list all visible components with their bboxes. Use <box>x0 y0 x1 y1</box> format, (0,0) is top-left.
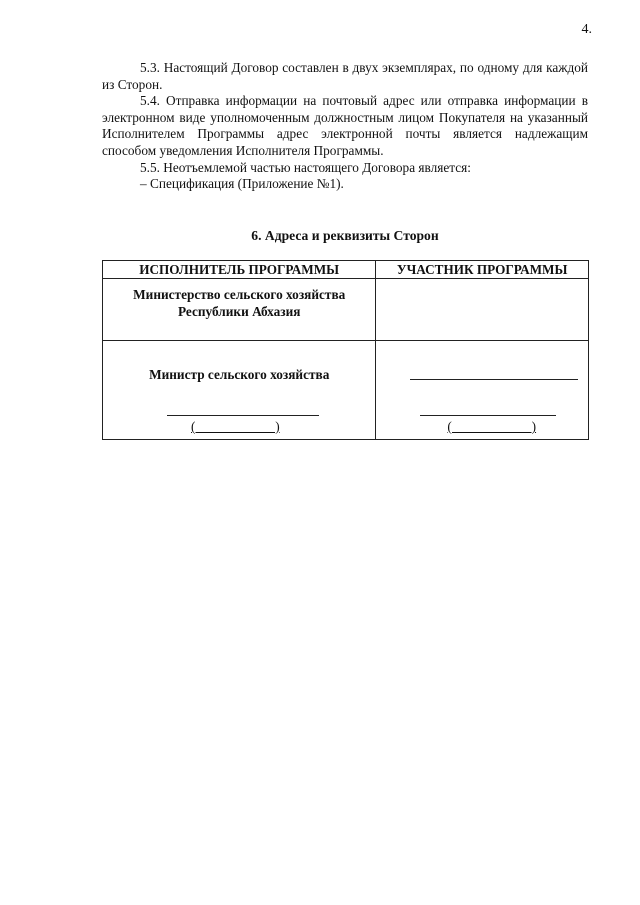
page-number: 4. <box>581 22 592 37</box>
paragraph-5-4: 5.4. Отправка информации на почтовый адрес или отправка информации в электронном виде уполномоченным должностным лицом Покупателя на указанный Исполнителем Программы адрес электронной почты является надлежащим способом уведомления Исполнителя Программы. <box>102 93 588 158</box>
header-participant: УЧАСТНИК ПРОГРАММЫ <box>376 261 589 279</box>
executor-signature-cell <box>103 341 376 440</box>
executor-organization <box>103 279 376 341</box>
participant-organization <box>376 279 589 341</box>
executor-signature-line <box>167 415 319 416</box>
executor-name-paren: ( ) <box>191 419 280 434</box>
participant-name-paren: ( ) <box>447 419 537 434</box>
executor-signer-title: Министр сельского хозяйства <box>149 367 330 382</box>
requisites-table <box>102 260 589 440</box>
paragraph-5-3: 5.3. Настоящий Договор составлен в двух экземплярах, по одному для каждой из Сторон. <box>102 60 588 92</box>
participant-title-line <box>410 379 578 380</box>
paragraph-specification: – Спецификация (Приложение №1). <box>140 176 344 192</box>
header-executor: ИСПОЛНИТЕЛЬ ПРОГРАММЫ <box>103 261 376 279</box>
section-title: 6. Адреса и реквизиты Сторон <box>251 228 439 243</box>
executor-organization-name: Министерство сельского хозяйства Республики Абхазия <box>133 287 346 319</box>
table-header-row <box>103 261 589 279</box>
organization-row <box>103 279 589 341</box>
body-text <box>102 60 588 193</box>
participant-signature-line <box>420 415 556 416</box>
participant-signature-cell <box>376 341 589 440</box>
signature-row <box>103 341 589 440</box>
paragraph-5-5: 5.5. Неотъемлемой частью настоящего Договора является: <box>140 159 471 175</box>
